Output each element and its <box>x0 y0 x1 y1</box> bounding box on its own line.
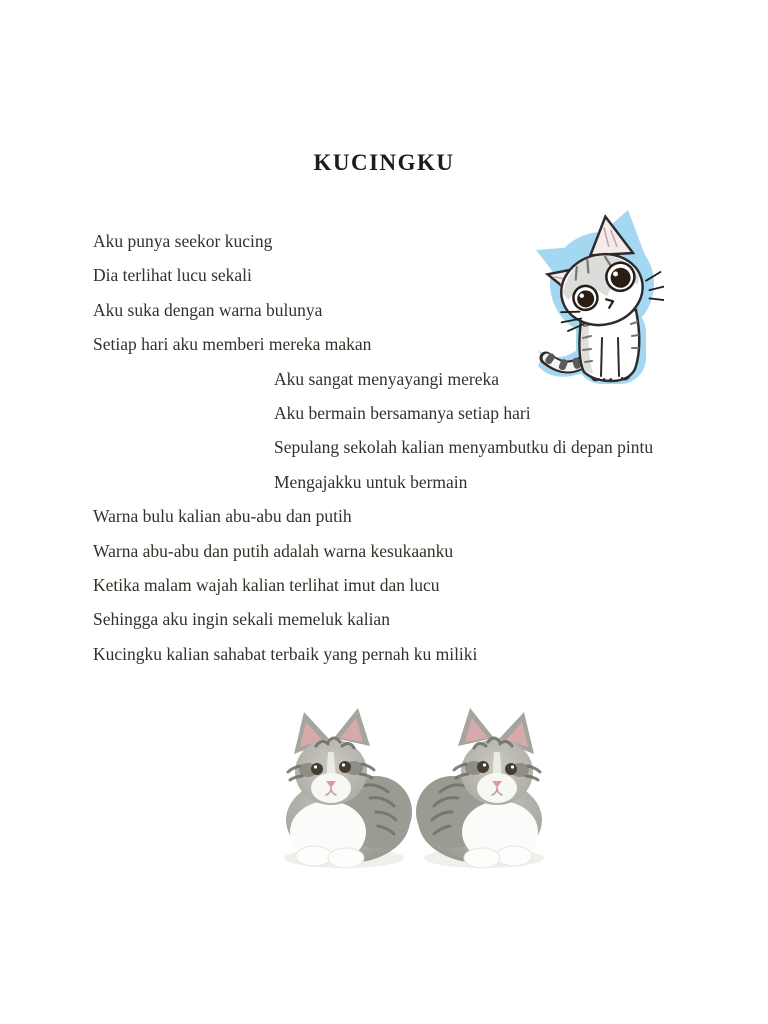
two-kittens-image <box>270 694 558 872</box>
poem-line: Aku sangat menyayangi mereka <box>274 368 499 389</box>
poem-line: Aku bermain bersamanya setiap hari <box>274 402 531 423</box>
poem-line: Aku punya seekor kucing <box>93 231 273 251</box>
poem-line: Warna abu-abu dan putih adalah warna kesukaanku <box>93 540 454 561</box>
poem-line: Setiap hari aku memberi mereka makan <box>93 334 372 355</box>
poem-line: Mengajakku untuk bermain <box>274 471 468 492</box>
poem-line: Sepulang sekolah kalian menyambutku di depan pintu <box>274 437 654 458</box>
cartoon-cat-sticker-image <box>534 208 664 392</box>
poem-line: Sehingga aku ingin sekali memeluk kalian <box>93 609 390 630</box>
poem-line: Ketika malam wajah kalian terlihat imut dan lucu <box>93 574 440 595</box>
cartoon-cat-icon <box>534 208 664 392</box>
page-title: KUCINGKU <box>313 150 455 175</box>
poem-line: Dia terlihat lucu sekali <box>93 265 252 286</box>
kittens-photo <box>270 694 558 872</box>
poem-line: Warna bulu kalian abu-abu dan putih <box>93 506 352 527</box>
poem-line: Kucingku kalian sahabat terbaik yang pernah ku miliki <box>93 643 478 664</box>
poem-line: Aku suka dengan warna bulunya <box>93 299 323 320</box>
